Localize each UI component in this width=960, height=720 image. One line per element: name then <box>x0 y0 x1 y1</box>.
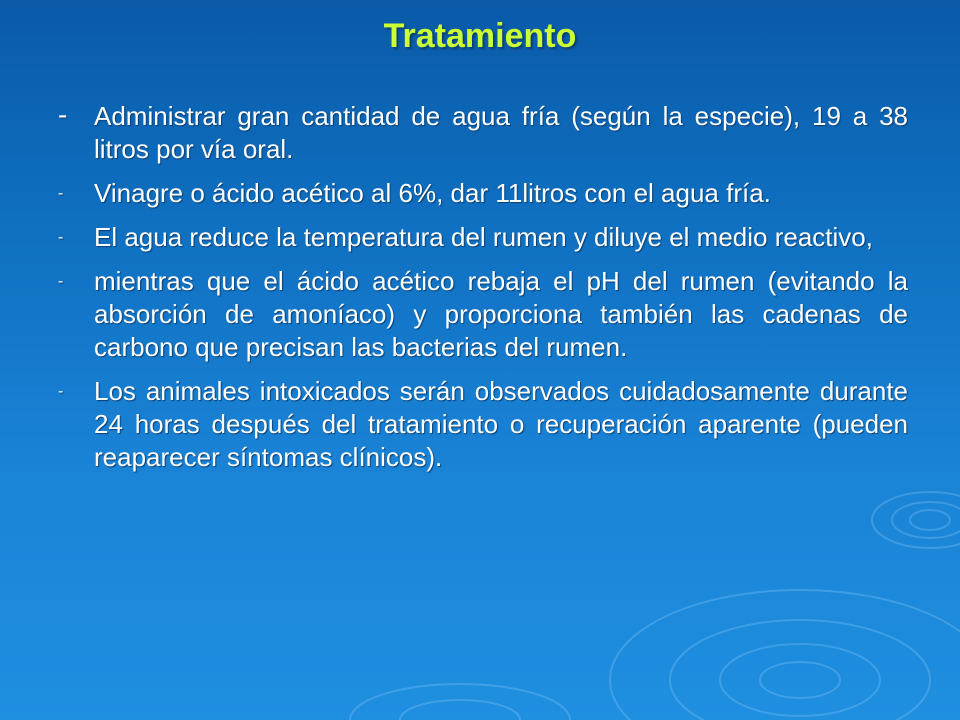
bullet-marker: - <box>58 185 64 202</box>
bullet-text: mientras que el ácido acético rebaja el pH del rumen (evitando la absorción de amoníaco) y proporciona también las cadenas de carbono que precisan las bacterias del rumen. <box>94 266 908 362</box>
bullet-list <box>58 100 908 485</box>
bullet-item <box>58 177 908 210</box>
bullet-marker: - <box>58 273 64 290</box>
bullet-text: Los animales intoxicados serán observados cuidadosamente durante 24 horas después del tratamiento o recuperación aparente (pueden reaparecer síntomas clínicos). <box>94 376 908 472</box>
bullet-item <box>58 221 908 254</box>
bullet-marker: - <box>58 229 64 246</box>
bullet-marker: - <box>58 99 68 130</box>
bullet-item <box>58 375 908 474</box>
bullet-item <box>58 265 908 364</box>
bullet-text: Administrar gran cantidad de agua fría (según la especie), 19 a 38 litros por vía oral. <box>94 101 908 164</box>
bullet-item <box>58 100 908 166</box>
bullet-text: El agua reduce la temperatura del rumen y diluye el medio reactivo, <box>94 222 873 252</box>
slide-title: Tratamiento <box>383 17 577 55</box>
bullet-text: Vinagre o ácido acético al 6%, dar 11litros con el agua fría. <box>94 178 771 208</box>
bullet-marker: - <box>58 383 64 400</box>
